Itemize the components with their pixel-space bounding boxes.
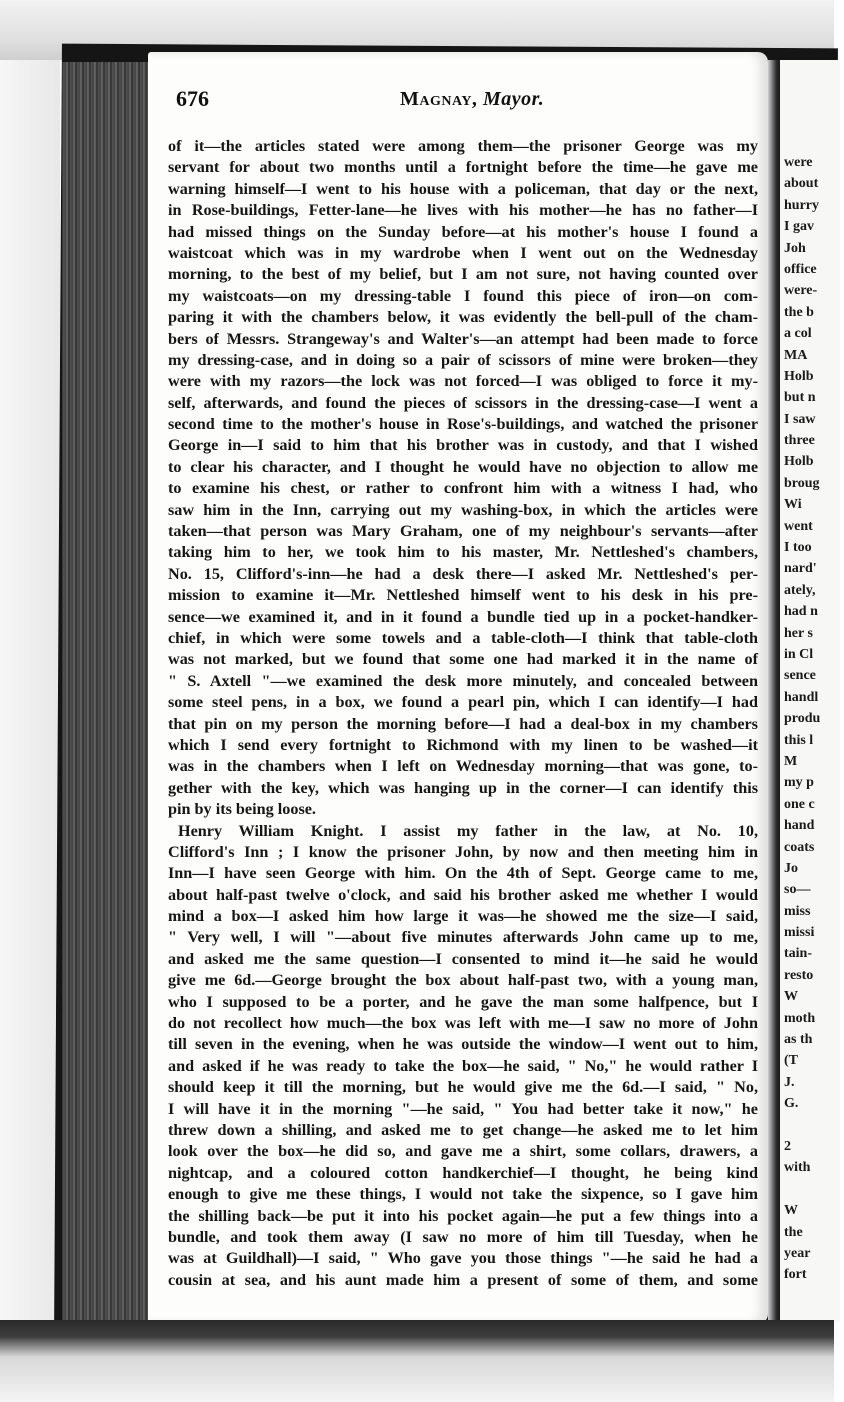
text-line: was in the chambers when I left on Wednesday morning—that was gone, to- [168, 757, 758, 776]
facing-page-fragment: G. [784, 1096, 799, 1112]
facing-page-fragment: ately, [784, 582, 816, 598]
text-line: servant for about two months until a fortnight before the time—he gave me [168, 158, 758, 177]
text-line: nightcap, and a coloured cotton handkerchief—I thought, he being kind [168, 1163, 758, 1182]
text-line: do not recollect how much—the box was left with me—I saw no more of John [168, 1014, 758, 1033]
text-line: and asked me the same question—I consented to mind it—he said he would [168, 949, 758, 968]
facing-page-fragment: sence [784, 668, 816, 684]
text-line: some steel pens, in a box, we found a pearl pin, which I can identify—I had [168, 693, 758, 712]
facing-page-fragment: fort [784, 1267, 807, 1283]
facing-page-fragment: the b [784, 304, 814, 320]
text-line: was not marked, but we found that some one had marked it in the name of [168, 650, 758, 669]
facing-page-fragment: were- [784, 283, 818, 299]
text-line: pin by its being loose. [168, 800, 316, 819]
facing-page-fragment: one c [784, 796, 815, 812]
facing-page-fragment: M [784, 753, 798, 769]
page-header [176, 86, 766, 120]
text-line: the shilling back—be put it into his pocket again—he put a few things into a [168, 1206, 758, 1225]
facing-page-fragments [784, 152, 844, 1286]
facing-page-fragment: about [784, 176, 819, 192]
facing-page-fragment: MA [784, 347, 808, 363]
facing-page-fragment: year [784, 1245, 811, 1261]
facing-page-fragment: hurry [784, 197, 819, 213]
text-line: and asked if he was ready to take the box—he said, " No," he would rather I [168, 1056, 758, 1075]
facing-page-fragment: nard' [784, 561, 817, 577]
running-head-title: Mayor. [482, 88, 545, 110]
text-line: about half-past twelve o'clock, and said his brother asked me whether I would [168, 885, 758, 904]
text-line: taken—that person was Mary Graham, one of my neighbour's servants—after [168, 522, 758, 541]
text-line: " S. Axtell "—we examined the desk more minutely, and concealed between [168, 671, 758, 690]
facing-page-fragment: moth [784, 1010, 816, 1026]
facing-page-edge [780, 60, 840, 1322]
text-line: enough to give me these things, I would not take the sixpence, so I gave him [168, 1185, 758, 1204]
text-line: paring it with the chambers below, it was evidently the bell-pull of the cham- [168, 308, 758, 327]
text-line: George in—I said to him that his brother was in custody, and that I wished [168, 436, 758, 455]
facing-page-fragment: produ [784, 711, 821, 727]
text-line: to examine his chest, or rather to confront him with a witness I had, who [168, 479, 758, 498]
text-line: No. 15, Clifford's-inn—he had a desk there—I asked Mr. Nettleshed's per- [168, 564, 758, 583]
facing-page-fragment [784, 1115, 844, 1136]
text-line: of it—the articles stated were among them—the prisoner George was my [168, 137, 758, 155]
text-line: warning himself—I went to his house with a policeman, that day or the next, [168, 179, 758, 198]
scan-background-left [0, 0, 60, 1402]
facing-page-fragment: 2 [784, 1138, 791, 1154]
text-line: bundle, and took them away (I saw no more of him till Tuesday, when he [168, 1227, 758, 1246]
facing-page-fragment: hand [784, 818, 815, 834]
facing-page-fragment: so— [784, 882, 811, 898]
facing-page-fragment: but n [784, 390, 816, 406]
text-line: mind a box—I asked him how large it was—he showed me the size—I said, [168, 907, 758, 926]
facing-page-fragment: coats [784, 839, 815, 855]
text-line: " Very well, I will "—about five minutes afterwards John came up to me, [168, 928, 758, 947]
facing-page-fragment: as th [784, 1032, 813, 1048]
facing-page-fragment: Holb [784, 368, 814, 384]
page-body-text [168, 136, 758, 1289]
scan-background-bottom [0, 1320, 834, 1402]
text-line: gether with the key, which was hanging up in the corner—I can identify this [168, 778, 758, 797]
text-line: sence—we examined it, and in it found a bundle tied up in a pocket-handker- [168, 607, 758, 626]
facing-page-fragment: (T [784, 1053, 798, 1069]
text-line: should keep it till the morning, but he would give me the 6d.—I said, " No, [168, 1078, 758, 1097]
facing-page-fragment: this l [784, 732, 814, 748]
text-line: in Rose-buildings, Fetter-lane—he lives with his mother—he has no father—I [168, 201, 758, 220]
text-line: threw down a shilling, and asked me to get change—he asked me to let him [168, 1120, 758, 1139]
facing-page-fragment: office [784, 261, 817, 277]
facing-page-fragment: resto [784, 967, 814, 983]
facing-page-fragment: handl [784, 689, 819, 705]
facing-page-fragment: W [784, 1203, 798, 1219]
text-line: that pin on my person the morning before—I had a deal-box in my chambers [168, 714, 758, 733]
text-line: look over the box—he did so, and gave me a shirt, some collars, drawers, a [168, 1142, 758, 1161]
text-line: Clifford's Inn ; I know the prisoner John, by now and then meeting him in [168, 842, 758, 861]
facing-page-fragment: I saw [784, 411, 816, 427]
text-line: to clear his character, and I thought he would have no objection to allow me [168, 457, 758, 476]
facing-page-fragment: J. [784, 1074, 795, 1090]
text-line: bers of Messrs. Strangeway's and Walter's—an attempt had been made to force [168, 329, 758, 348]
facing-page-fragment: missi [784, 925, 815, 941]
facing-page-fragment: tain- [784, 946, 812, 962]
facing-page-fragment: W [784, 989, 798, 1005]
facing-page-fragment: miss [784, 903, 811, 919]
text-line: morning, to the best of my belief, but I am not sure, not having counted over [168, 265, 758, 284]
text-line: second time to the mother's house in Rose's-buildings, and watched the prisoner [168, 415, 758, 434]
text-line: mission to examine it—Mr. Nettleshed himself went to his desk in his pre- [168, 586, 758, 605]
facing-page-fragment: a col [784, 326, 812, 342]
text-line: chief, in which were some towels and a table-cloth—I think that table-cloth [168, 628, 758, 647]
text-line: cousin at sea, and his aunt made him a present of some of them, and some [168, 1270, 758, 1289]
text-line: who I supposed to be a porter, and he gave the man some halfpence, but I [168, 992, 758, 1011]
facing-page-fragment: Jo [784, 860, 798, 876]
page-edges [62, 62, 148, 1324]
facing-page-fragment: broug [784, 475, 820, 491]
text-line: Inn—I have seen George with him. On the 4th of Sept. George came to me, [168, 864, 758, 883]
text-line: till seven in the evening, when he was outside the window—I went out to him, [168, 1035, 758, 1054]
text-line: I will have it in the morning "—he said, " You had better take it now," he [168, 1099, 758, 1118]
text-line: was at Guildhall)—I said, " Who gave you those things "—he said he had a [168, 1249, 758, 1268]
facing-page-fragment: Holb [784, 454, 814, 470]
facing-page-fragment: I too [784, 540, 812, 556]
text-line: were with my razors—the lock was not forced—I was obliged to force it my- [168, 372, 758, 391]
text-line: Henry William Knight. I assist my father in the law, at No. 10, [178, 821, 758, 840]
facing-page-fragment: Joh [784, 240, 806, 256]
text-line: my dressing-case, and in doing so a pair of scissors of mine were broken—they [168, 350, 758, 369]
facing-page-fragment: my p [784, 775, 814, 791]
text-line: my waistcoats—on my dressing-table I found this piece of iron—on com- [168, 286, 758, 305]
facing-page-fragment: the [784, 1224, 803, 1240]
text-line: saw him in the Inn, carrying out my washing-box, in which the articles were [168, 500, 758, 519]
facing-page-fragment: with [784, 1160, 811, 1176]
facing-page-fragment: I gav [784, 219, 814, 235]
page-number: 676 [176, 86, 209, 111]
text-line: taking him to her, we took him to his master, Mr. Nettleshed's chambers, [168, 543, 758, 562]
text-line: which I send every fortnight to Richmond with my linen to be washed—it [168, 735, 758, 754]
facing-page-fragment: went [784, 518, 813, 534]
facing-page-fragment: three [784, 433, 815, 449]
running-head [400, 88, 544, 111]
text-line: self, afterwards, and found the pieces of scissors in the dressing-case—I went a [168, 393, 758, 412]
running-head-name: Magnay, [400, 88, 478, 110]
text-line: give me 6d.—George brought the box about half-past two, with a young man, [168, 971, 758, 990]
facing-page-fragment: had n [784, 604, 818, 620]
facing-page-fragment: in Cl [784, 646, 814, 662]
facing-page-fragment: were [784, 155, 813, 170]
facing-page-fragment [784, 1179, 844, 1200]
facing-page-fragment: Wi [784, 497, 802, 513]
text-line: had missed things on the Sunday before—at his mother's house I found a [168, 222, 758, 241]
facing-page-fragment: her s [784, 625, 813, 641]
text-line: waistcoat which was in my wardrobe when I went out on the Wednesday [168, 243, 758, 262]
